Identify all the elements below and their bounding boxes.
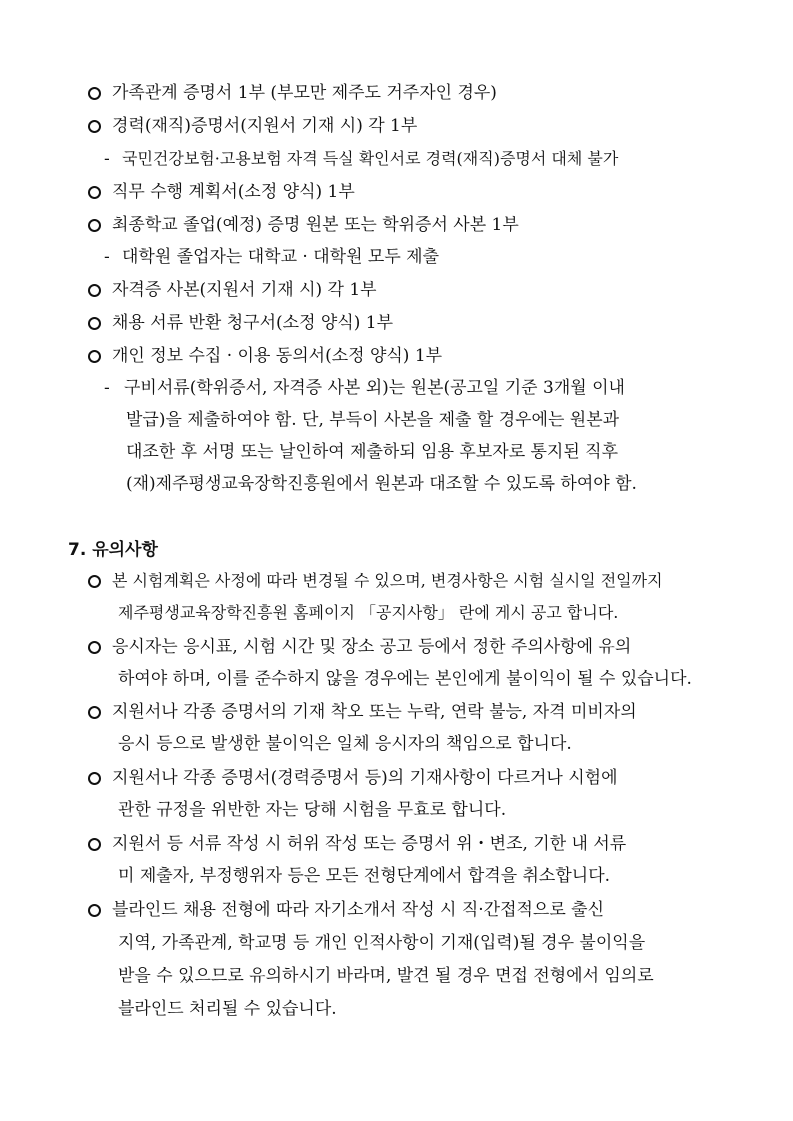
bullet-circle-icon [88, 575, 101, 588]
note-line: (재)제주평생교육장학진흥원에서 원본과 대조할 수 있도록 하여야 함. [126, 474, 637, 494]
bullet-circle-icon [88, 904, 101, 917]
bullet-circle-icon [88, 120, 101, 133]
bullet-circle-icon [88, 706, 101, 719]
notice-line: 응시 등으로 발생한 불이익은 일체 응시자의 책임으로 합니다. [118, 734, 572, 754]
list-subitem: 국민건강보험·고용보험 자격 득실 확인서로 경력(재직)증명서 대체 불가 [122, 149, 619, 168]
notice-line: 지역, 가족관계, 학교명 등 개인 인적사항이 기재(입력)될 경우 불이익을 [118, 933, 646, 953]
section-heading: 7. 유의사항 [68, 540, 158, 560]
notice-line: 본 시험계획은 사정에 따라 변경될 수 있으며, 변경사항은 시험 실시일 전일까지 [112, 571, 663, 590]
list-item: 채용 서류 반환 청구서(소정 양식) 1부 [112, 313, 394, 333]
bullet-circle-icon [88, 186, 101, 199]
notice-line: 제주평생교육장학진흥원 홈페이지 「공지사항」 란에 게시 공고 합니다. [118, 603, 619, 622]
bullet-circle-icon [88, 350, 101, 363]
notice-line: 지원서 등 서류 작성 시 허위 작성 또는 증명서 위・변조, 기한 내 서류 [112, 834, 627, 854]
list-item: 개인 정보 수집 · 이용 동의서(소정 양식) 1부 [112, 346, 443, 366]
notice-line: 지원서나 각종 증명서의 기재 착오 또는 누락, 연락 불능, 자격 미비자의 [112, 702, 637, 722]
bullet-circle-icon [88, 284, 101, 297]
list-subitem: 대학원 졸업자는 대학교 · 대학원 모두 제출 [122, 247, 440, 267]
bullet-circle-icon [88, 772, 101, 785]
list-item: 직무 수행 계획서(소정 양식) 1부 [112, 182, 355, 202]
notice-line: 관한 규정을 위반한 자는 당해 시험을 무효로 합니다. [118, 800, 507, 820]
bullet-circle-icon [88, 317, 101, 330]
dash-marker: - [104, 378, 110, 398]
bullet-circle-icon [88, 87, 101, 100]
dash-marker: - [104, 247, 110, 267]
note-line: 대조한 후 서명 또는 날인하여 제출하되 임용 후보자로 통지된 직후 [126, 442, 619, 462]
notice-line: 하여야 하며, 이를 준수하지 않을 경우에는 본인에게 불이익이 될 수 있습니다. [118, 669, 692, 689]
list-item: 경력(재직)증명서(지원서 기재 시) 각 1부 [112, 116, 418, 136]
dash-marker: - [104, 149, 110, 169]
notice-line: 미 제출자, 부정행위자 등은 모든 전형단계에서 합격을 취소합니다. [118, 866, 611, 886]
notice-line: 블라인드 처리될 수 있습니다. [118, 999, 337, 1019]
list-item: 최종학교 졸업(예정) 증명 원본 또는 학위증서 사본 1부 [112, 215, 519, 235]
notice-line: 지원서나 각종 증명서(경력증명서 등)의 기재사항이 다르거나 시험에 [112, 768, 618, 788]
notice-line: 블라인드 채용 전형에 따라 자기소개서 작성 시 직·간접적으로 출신 [112, 900, 605, 920]
note-line: 구비서류(학위증서, 자격증 사본 외)는 원본(공고일 기준 3개월 이내 [124, 378, 625, 398]
list-item: 자격증 사본(지원서 기재 시) 각 1부 [112, 280, 377, 300]
note-line: 발급)을 제출하여야 함. 단, 부득이 사본을 제출 할 경우에는 원본과 [126, 410, 620, 430]
notice-line: 받을 수 있으므로 유의하시기 바라며, 발견 될 경우 면접 전형에서 임의로 [118, 966, 654, 986]
list-item: 가족관계 증명서 1부 (부모만 제주도 거주자인 경우) [112, 83, 497, 103]
bullet-circle-icon [88, 219, 101, 232]
bullet-circle-icon [88, 641, 101, 654]
bullet-circle-icon [88, 838, 101, 851]
notice-line: 응시자는 응시표, 시험 시간 및 장소 공고 등에서 정한 주의사항에 유의 [112, 637, 632, 657]
